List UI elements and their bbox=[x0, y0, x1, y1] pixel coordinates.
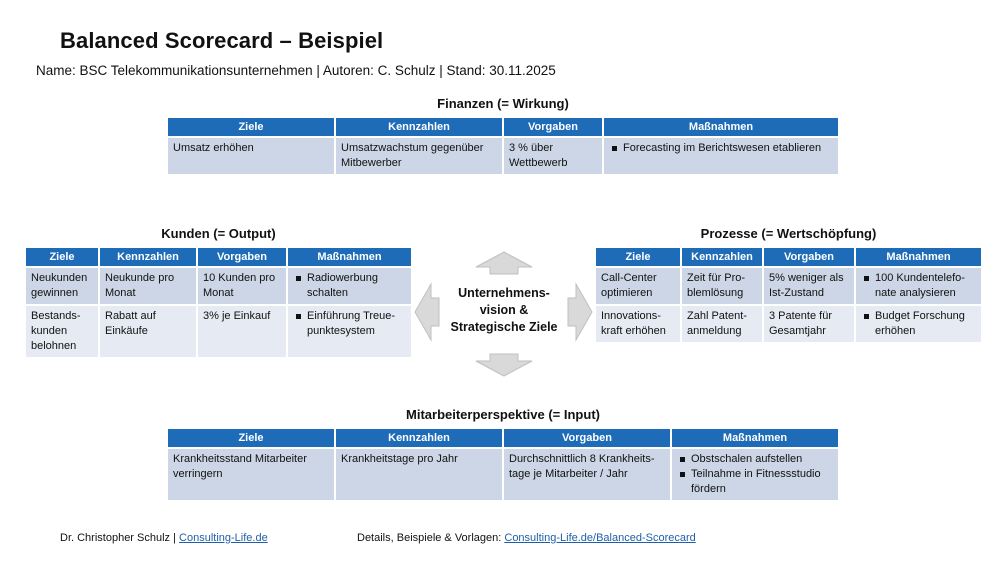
table-row bbox=[168, 449, 838, 500]
ziel-cell: Krankheitsstand Mitarbeiter verringern bbox=[168, 449, 334, 500]
vorgabe-cell: Durchschnittlich 8 Krankheits-tage je Mitarbeiter / Jahr bbox=[504, 449, 670, 500]
massnahmen-header: Maßnahmen bbox=[604, 118, 838, 136]
ziel-cell: Call-Center optimieren bbox=[596, 268, 680, 304]
table-row bbox=[596, 268, 981, 304]
kennzahl-cell: Zeit für Pro-blemlösung bbox=[682, 268, 762, 304]
vorgabe-cell: 3 Patente für Gesamtjahr bbox=[764, 306, 854, 342]
massnahmen-cell bbox=[672, 449, 838, 500]
kunden-title: Kunden (= Output) bbox=[161, 226, 276, 241]
massnahmen-header: Maßnahmen bbox=[856, 248, 981, 266]
massnahme-item: Obstschalen aufstellen bbox=[691, 452, 833, 467]
table-row bbox=[26, 268, 411, 304]
ziele-header: Ziele bbox=[168, 118, 334, 136]
ziele-header: Ziele bbox=[168, 429, 334, 447]
footer-details-text: Details, Beispiele & Vorlagen: bbox=[357, 532, 505, 544]
footer-author-link[interactable]: Consulting-Life.de bbox=[179, 532, 268, 544]
ziel-cell: Innovations-kraft erhöhen bbox=[596, 306, 680, 342]
center-line-2: vision & bbox=[479, 303, 529, 317]
kunden-table bbox=[24, 246, 413, 359]
center-line-1: Unternehmens- bbox=[458, 286, 550, 300]
kennzahl-cell: Krankheitstage pro Jahr bbox=[336, 449, 502, 500]
footer-details-link[interactable]: Consulting-Life.de/Balanced-Scorecard bbox=[504, 532, 696, 544]
arrow-right-icon bbox=[567, 282, 593, 342]
prozesse-title: Prozesse (= Wertschöpfung) bbox=[700, 226, 877, 241]
massnahmen-cell bbox=[856, 268, 981, 304]
kennzahlen-header: Kennzahlen bbox=[682, 248, 762, 266]
vorgaben-header: Vorgaben bbox=[764, 248, 854, 266]
kennzahl-cell: Umsatzwachstum gegenüber Mitbewerber bbox=[336, 138, 502, 174]
ziele-header: Ziele bbox=[596, 248, 680, 266]
vorgabe-cell: 3% je Einkauf bbox=[198, 306, 286, 357]
prozesse-table bbox=[594, 246, 983, 344]
kennzahl-cell: Neukunde pro Monat bbox=[100, 268, 196, 304]
massnahmen-header: Maßnahmen bbox=[672, 429, 838, 447]
ziele-header: Ziele bbox=[26, 248, 98, 266]
massnahme-item: Einführung Treue-punktesystem bbox=[307, 309, 406, 339]
page-title: Balanced Scorecard – Beispiel bbox=[60, 28, 384, 53]
vorgabe-cell: 5% weniger als Ist-Zustand bbox=[764, 268, 854, 304]
footer-author bbox=[60, 532, 268, 544]
finanzen-title: Finanzen (= Wirkung) bbox=[437, 96, 569, 111]
page-subtitle: Name: BSC Telekommunikationsunternehmen | Autoren: C. Schulz | Stand: 30.11.2025 bbox=[36, 63, 556, 78]
vorgaben-header: Vorgaben bbox=[198, 248, 286, 266]
ziel-cell: Neukunden gewinnen bbox=[26, 268, 98, 304]
arrow-up-icon bbox=[474, 251, 534, 275]
footer-details bbox=[357, 532, 696, 544]
vorgabe-cell: 10 Kunden pro Monat bbox=[198, 268, 286, 304]
arrow-left-icon bbox=[414, 282, 440, 342]
ziel-cell: Bestands-kunden belohnen bbox=[26, 306, 98, 357]
massnahmen-cell bbox=[856, 306, 981, 342]
ziel-cell: Umsatz erhöhen bbox=[168, 138, 334, 174]
mitarbeiter-table bbox=[166, 427, 840, 502]
vorgabe-cell: 3 % über Wettbewerb bbox=[504, 138, 602, 174]
massnahme-item: 100 Kundentelefo-nate analysieren bbox=[875, 271, 976, 301]
massnahmen-cell bbox=[288, 306, 411, 357]
massnahme-item: Teilnahme in Fitnessstudio fördern bbox=[691, 467, 833, 497]
footer-author-text: Dr. Christopher Schulz | bbox=[60, 532, 180, 544]
vorgaben-header: Vorgaben bbox=[504, 118, 602, 136]
massnahme-item: Budget Forschung erhöhen bbox=[875, 309, 976, 339]
vorgaben-header: Vorgaben bbox=[504, 429, 670, 447]
center-vision-label bbox=[448, 285, 560, 336]
kennzahl-cell: Rabatt auf Einkäufe bbox=[100, 306, 196, 357]
arrow-down-icon bbox=[474, 353, 534, 377]
kennzahl-cell: Zahl Patent-anmeldung bbox=[682, 306, 762, 342]
table-row bbox=[168, 138, 838, 174]
massnahme-item: Radiowerbung schalten bbox=[307, 271, 406, 301]
massnahmen-header: Maßnahmen bbox=[288, 248, 411, 266]
finanzen-table bbox=[166, 116, 840, 176]
kennzahlen-header: Kennzahlen bbox=[336, 118, 502, 136]
massnahmen-cell bbox=[604, 138, 838, 174]
table-row bbox=[26, 306, 411, 357]
massnahme-item: Forecasting im Berichtswesen etablieren bbox=[623, 141, 833, 156]
center-line-3: Strategische Ziele bbox=[450, 320, 558, 334]
mitarbeiter-title: Mitarbeiterperspektive (= Input) bbox=[406, 407, 600, 422]
kennzahlen-header: Kennzahlen bbox=[100, 248, 196, 266]
massnahmen-cell bbox=[288, 268, 411, 304]
table-row bbox=[596, 306, 981, 342]
kennzahlen-header: Kennzahlen bbox=[336, 429, 502, 447]
